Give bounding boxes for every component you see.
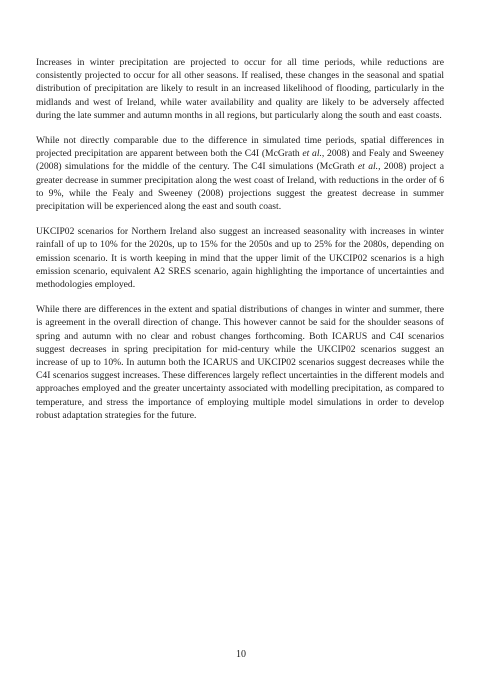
paragraph-shoulder-seasons [36,303,444,422]
paragraph-ukcip02-scenarios [36,225,444,291]
paragraph-text: , 2008) project a greater decrease in summer precipitation along the west coast of Ireland, with reductions in the order of 6 to 9%, while the Fealy and Sweeney (2008) projections suggest the greatest decrease in summer precipitation will be experienced along the east and south coast. [36,161,445,213]
citation-et-al: et al. [357,161,379,173]
paragraph-text: While not directly comparable due to the difference in simulated time periods, spatial differences in projected precipitation are apparent between both the C4I (McGrath [36,135,444,160]
citation-et-al: et al. [302,148,322,160]
page-number: 10 [236,649,246,660]
body-text [36,56,444,434]
paragraph-text: While there are differences in the extent and spatial distributions of changes in winter and summer, there is agreement in the overall direction of change. This however cannot be said for the shoulder seasons of spring and autumn with no clear and robust changes forthcoming. Both ICARUS and C4I scenarios suggest decreases in spring precipitation for mid-century while the UKCIP02 scenarios suggest an increase of up to 10%. In autumn both the ICARUS and UKCIP02 scenarios suggest decreases while the C4I scenarios suggest increases. These differences largely reflect uncertainties in the different models and approaches employed and the greater uncertainty associated with modelling precipitation, as compared to temperature, and stress the importance of employing multiple model simulations in order to develop robust adaptation strategies for the future. [36,304,444,421]
paragraph-text: , 2008) and Fealy and Sweeney (2008) simulations for the middle of the century. The C4I simulations (McGrath [36,148,444,173]
paragraph-winter-precipitation [36,56,444,122]
paragraph-text: UKCIP02 scenarios for Northern Ireland also suggest an increased seasonality with increases in winter rainfall of up to 10% for the 2020s, up to 15% for the 2050s and up to 25% for the 2080s, depending on emission scenario. It is worth keeping in mind that the upper limit of the UKCIP02 scenarios is a high emission scenario, equivalent A2 SRES scenario, again highlighting the importance of uncertainties and methodologies employed. [36,226,444,291]
paragraph-text: Increases in winter precipitation are projected to occur for all time periods, while reductions are consistently projected to occur for all other seasons. If realised, these changes in the seasonal and spatial distribution of precipitation are likely to result in an increased likelihood of flooding, particularly in the midlands and west of Ireland, while water availability and quality are likely to be adversely affected during the late summer and autumn months in all regions, but particularly along the south and east coasts. [36,57,444,121]
paragraph-model-comparison [36,134,444,213]
